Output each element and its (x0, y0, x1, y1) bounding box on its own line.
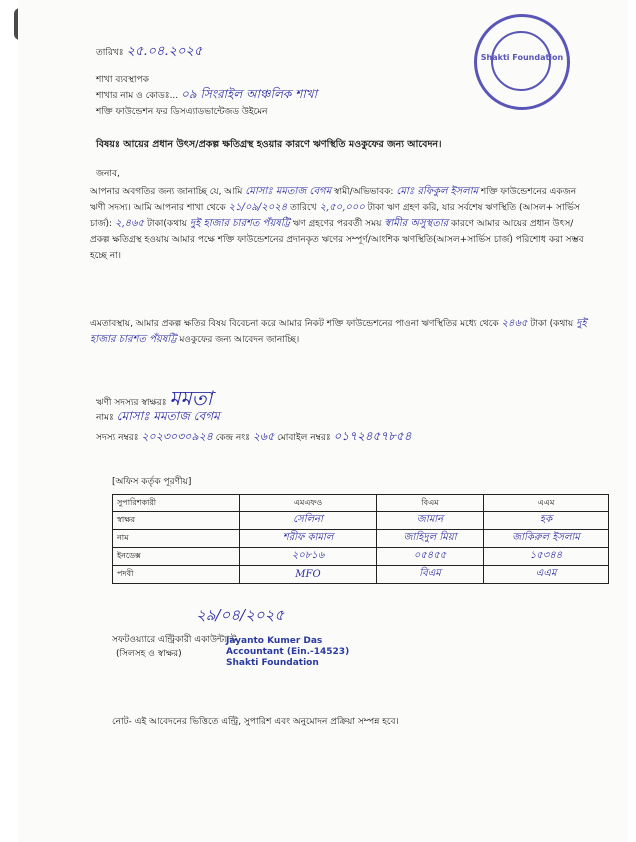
member-signature: মমতা (169, 386, 213, 410)
table-row (113, 548, 609, 566)
accountant-stamp (226, 636, 349, 669)
row-label: ইনডেক্স (113, 548, 240, 566)
salutation: জনাব, (96, 169, 120, 179)
accountant-signed-date: ২৯/০৪/২০২৫ (196, 606, 285, 624)
p1-text-e: টাকা ঋণ গ্রহণ করি, যার সর্বশেষ ঋণস্থিতি (আসল+ সার্ভিস চার্জ): (90, 203, 580, 229)
row-label: নাম (113, 530, 240, 548)
seal-text: Shakti Foundation (480, 53, 564, 62)
member-name: মোসাঃ মমতাজ বেগম (116, 409, 220, 423)
cell: এএম (484, 566, 609, 584)
center-label: কেন্দ্র নংঃ (215, 433, 250, 443)
member-number-label: সদস্য নম্বরঃ (96, 433, 139, 443)
cell: ০৫৪৫৫ (377, 548, 484, 566)
p1-text-g: ঋণ গ্রহণের পরবর্তী সময় (292, 219, 382, 229)
mobile-label: মোবাইল নম্বরঃ (277, 433, 331, 443)
p1-text-c: শক্তি ফাউন্ডেশনের একজন ঋণী সদস্য। আমি আপনার শাখা থেকে (90, 187, 577, 213)
cell: শরীফ কামাল (240, 530, 377, 548)
row-label: পদবী (113, 566, 240, 584)
date-value: ২৫.০৪.২০২৫ (126, 44, 203, 59)
p1-balance-words: দুই হাজার চারশত পঁয়ষট্টি (189, 218, 290, 229)
cell: জাহিদুল মিয়া (377, 530, 484, 548)
p2-text-a: এমতাবস্থায়, আমার প্রকল্প ক্ষতির বিষয় বিবেচনা করে আমার নিকট শক্তি ফাউন্ডেশনের পাওনা ঋণস্থিতির মধ্যে থেকে (90, 319, 499, 329)
p2-amount-words: দুই হাজার চারশত পঁয়ষট্টি (90, 318, 587, 345)
p1-text-d: তারিখে (290, 203, 317, 213)
p1-loan-date: ২১/০৯/২০২৪ (228, 202, 288, 213)
stamp-title: Accountant (Ein.-14523) (226, 647, 350, 657)
stamp-name: Jayanto Kumer Das (226, 636, 323, 646)
p2-amount: ২৪৬৫ (501, 318, 528, 329)
table-row (113, 512, 609, 530)
header-cell: এমএফও (240, 495, 377, 512)
accountant-seal-label: (সিলসহ ও স্বাক্ষর) (116, 649, 182, 659)
member-number-row (96, 428, 411, 448)
cell: হক (484, 512, 609, 530)
date-row (96, 42, 202, 63)
organization-seal (474, 14, 570, 110)
header-cell: বিএম (377, 495, 484, 512)
p2-text-c: মওকুফের জন্য আবেদন জানাচ্ছি। (179, 335, 300, 345)
member-number: ২০২৩০৩০৯২৪ (141, 430, 213, 443)
subject-line: বিষয়ঃ আয়ের প্রধান উৎস/প্রকল্প ক্ষতিগ্রস্থ হওয়ার কারণে ঋণস্থিতি মওকুফের জন্য আবেদন। (96, 139, 442, 150)
mobile-number: ০১৭২৪৫৭৮৫৪ (333, 429, 412, 443)
p1-member-name: মোসাঃ মমতাজ বেগম (245, 186, 332, 197)
member-sign-label: ঋণী সদস্যর স্বাক্ষরঃ (96, 398, 167, 408)
center-number: ২৬৫ (252, 430, 275, 443)
header-cell: এএম (484, 495, 609, 512)
org-line: শক্তি ফাউন্ডেশন ফর ডিসএ্যাডভান্টেজড উইমেন (96, 107, 268, 117)
p1-balance: ২,৪৬৫ (114, 218, 145, 229)
accountant-label: সফটওয়্যারে এন্ট্রিকারী একাউন্ট্যান্ট (112, 635, 237, 645)
cell: ১৫৩৪৪ (484, 548, 609, 566)
p2-text-b: টাকা (কথায় (530, 319, 574, 329)
cell: ২০৮১৬ (240, 548, 377, 566)
date-label: তারিখঃ (96, 48, 124, 58)
p1-text-b: স্বামী/অভিভাবক: (334, 187, 394, 197)
branch-value: ০৯ সিংরাইল আঞ্চলিক শাখা (181, 87, 318, 101)
p1-text-a: আপনার অবগতির জন্য জানাচ্ছি যে, আমি (90, 187, 243, 197)
office-table (112, 494, 609, 584)
paragraph-1 (90, 184, 590, 264)
header-cell: সুপারিশকারী (113, 495, 240, 512)
table-row (113, 530, 609, 548)
member-name-label: নামঃ (96, 413, 114, 423)
footer-note: নোট- এই আবেদনের ভিত্তিতে এন্ট্রি, সুপারিশ এবং অনুমোদন প্রক্রিয়া সম্পন্ন হবে। (112, 717, 399, 727)
paragraph-2 (90, 316, 590, 348)
p1-guardian-2: ইসলাম (450, 186, 479, 197)
p1-guardian: মোঃ রফিকুল (396, 186, 448, 197)
p1-text-f: টাকা(কথায় (146, 219, 187, 229)
p1-reason: স্বামীর অসুস্থতার (384, 218, 449, 229)
branch-row (96, 86, 317, 106)
table-row (113, 495, 609, 512)
p1-text-h: কারণে আমার আয়ের প্রধান উৎস/প্রকল্প ক্ষতিগ্রস্থ হওয়ায় আমার পক্ষে শক্তি ফাউন্ডেশনের প্রদানকৃত ঋণের সম্পূর্ণ/আংশিক ঋণস্থিতি(আসল+সার্ভিস চার্জ) পরিশোধ করা সম্ভব হচ্ছে না। (90, 219, 584, 261)
cell: সেলিনা (240, 512, 377, 530)
p1-loan-amount: ২,৫০,০০০ (319, 202, 365, 213)
cell: জাকিরুল ইসলাম (484, 530, 609, 548)
stamp-org: Shakti Foundation (226, 658, 319, 668)
cell: জামান (377, 512, 484, 530)
table-row (113, 566, 609, 584)
cell: বিএম (377, 566, 484, 584)
manager-line: শাখা ব্যবস্থাপক (96, 75, 149, 85)
office-heading: [অফিস কর্তৃক পূরণীয়] (112, 477, 192, 487)
branch-label: শাখার নাম ও কোডঃ... (96, 91, 179, 101)
member-name-row (96, 408, 220, 428)
row-label: স্বাক্ষর (113, 512, 240, 530)
cell: MFO (240, 566, 377, 584)
